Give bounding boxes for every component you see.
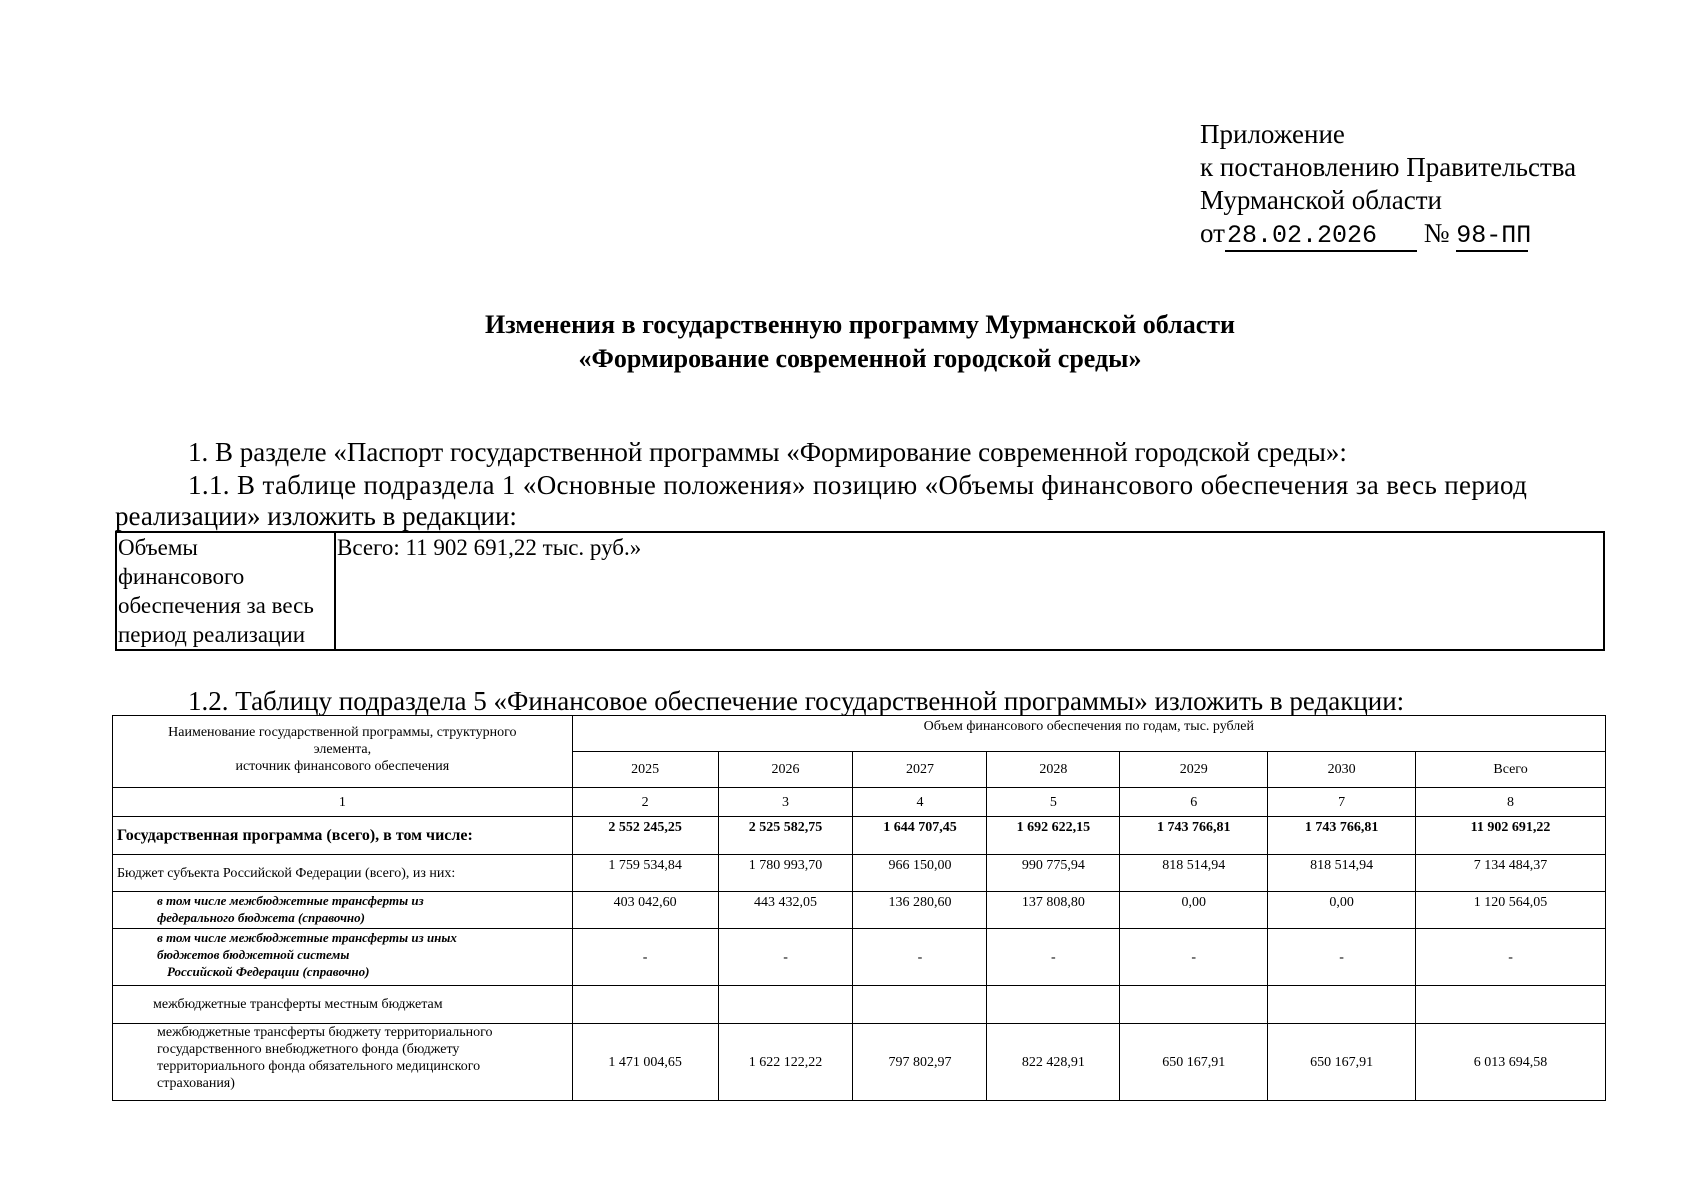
value-cell: - xyxy=(572,929,718,986)
header-name-line: Наименование государственной программы, структурного xyxy=(168,725,517,740)
value-cell: 403 042,60 xyxy=(572,892,718,929)
passport-label-line: финансового xyxy=(118,564,245,589)
value-cell xyxy=(987,986,1120,1024)
value-cell xyxy=(718,986,853,1024)
value-cell: 1 692 622,15 xyxy=(987,817,1120,855)
col-number-cell: 2 xyxy=(572,788,718,817)
value-cell: 818 514,94 xyxy=(1268,855,1416,892)
value-cell: 0,00 xyxy=(1120,892,1268,929)
value-cell: 2 525 582,75 xyxy=(718,817,853,855)
value-cell xyxy=(572,986,718,1024)
value-cell: 1 622 122,22 xyxy=(718,1024,853,1101)
table-row xyxy=(113,892,1606,929)
row-name-line: Российской Федерации (справочно) xyxy=(167,964,370,979)
row-name-line: в том числе межбюджетные трансферты из иных xyxy=(157,930,457,945)
col-number-cell: 3 xyxy=(718,788,853,817)
value-cell xyxy=(1416,986,1606,1024)
table-row xyxy=(113,855,1606,892)
table-row xyxy=(113,817,1606,855)
title-line-1: Изменения в государственную программу Мурманской области xyxy=(485,310,1235,339)
value-cell: - xyxy=(987,929,1120,986)
value-cell: 137 808,80 xyxy=(987,892,1120,929)
value-cell: 1 743 766,81 xyxy=(1268,817,1416,855)
row-name-line: территориального фонда обязательного медицинского xyxy=(157,1059,481,1074)
header-name-cell xyxy=(113,716,573,788)
col-number-cell: 5 xyxy=(987,788,1120,817)
row-name-cell xyxy=(113,892,573,929)
row-name-line: межбюджетные трансферты бюджету территориального xyxy=(157,1025,493,1040)
value-cell: 136 280,60 xyxy=(853,892,987,929)
value-cell: - xyxy=(853,929,987,986)
header-name-line: источник финансового обеспечения xyxy=(235,759,450,774)
row-name-line: государственного внебюджетного фонда (бюджету xyxy=(157,1042,460,1057)
value-cell: - xyxy=(1416,929,1606,986)
number-prefix: № xyxy=(1423,218,1450,248)
paragraph-1-1-continuation: реализации» изложить в редакции: xyxy=(115,501,517,531)
year-cell: 2025 xyxy=(572,752,718,788)
passport-label-cell xyxy=(116,532,335,650)
passport-value-cell: Всего: 11 902 691,22 тыс. руб.» xyxy=(335,532,1604,650)
header-name-line: элемента, xyxy=(313,742,372,757)
value-cell: - xyxy=(1268,929,1416,986)
column-number-row xyxy=(113,788,1606,817)
value-cell: 818 514,94 xyxy=(1120,855,1268,892)
table-row xyxy=(113,986,1606,1024)
col-number-cell: 1 xyxy=(113,788,573,817)
value-cell: 797 802,97 xyxy=(853,1024,987,1101)
year-cell: 2026 xyxy=(718,752,853,788)
value-cell: 2 552 245,25 xyxy=(572,817,718,855)
year-cell: 2029 xyxy=(1120,752,1268,788)
value-cell: 1 743 766,81 xyxy=(1120,817,1268,855)
value-cell: 650 167,91 xyxy=(1120,1024,1268,1101)
table-row xyxy=(113,1024,1606,1101)
col-number-cell: 8 xyxy=(1416,788,1606,817)
value-cell: 650 167,91 xyxy=(1268,1024,1416,1101)
resolution-number: 98-ПП xyxy=(1456,221,1532,250)
row-name-line: в том числе межбюджетные трансферты из xyxy=(157,893,424,908)
value-cell: - xyxy=(1120,929,1268,986)
row-name-cell xyxy=(113,929,573,986)
finance-table xyxy=(112,715,1606,1101)
year-cell: 2027 xyxy=(853,752,987,788)
value-cell: 6 013 694,58 xyxy=(1416,1024,1606,1101)
paragraph-1: 1. В разделе «Паспорт государственной программы «Формирование современной городской среды»: xyxy=(188,437,1347,467)
value-cell: 443 432,05 xyxy=(718,892,853,929)
passport-label-line: период реализации xyxy=(118,622,306,647)
row-name-line: страхования) xyxy=(157,1076,235,1091)
value-cell: 1 120 564,05 xyxy=(1416,892,1606,929)
row-name-cell: межбюджетные трансферты местным бюджетам xyxy=(113,986,573,1024)
year-cell: 2028 xyxy=(987,752,1120,788)
col-number-cell: 7 xyxy=(1268,788,1416,817)
col-number-cell: 6 xyxy=(1120,788,1268,817)
row-name-line: бюджетов бюджетной системы xyxy=(157,947,350,962)
row-name-line: федерального бюджета (справочно) xyxy=(157,910,365,925)
value-cell xyxy=(1120,986,1268,1024)
date-prefix: от xyxy=(1200,218,1225,248)
value-cell: 1 780 993,70 xyxy=(718,855,853,892)
passport-label-line: обеспечения за весь xyxy=(118,593,314,618)
value-cell: - xyxy=(718,929,853,986)
appendix-resolution-line: к постановлению Правительства xyxy=(1200,152,1577,182)
value-cell: 0,00 xyxy=(1268,892,1416,929)
title-line-2: «Формирование современной городской среды» xyxy=(578,344,1142,373)
resolution-date: 28.02.2026 xyxy=(1225,222,1417,252)
appendix-block xyxy=(1200,118,1576,252)
value-cell: 966 150,00 xyxy=(853,855,987,892)
appendix-title: Приложение xyxy=(1200,119,1345,149)
col-number-cell: 4 xyxy=(853,788,987,817)
value-cell: 1 759 534,84 xyxy=(572,855,718,892)
row-name-cell: Бюджет субъекта Российской Федерации (всего), из них: xyxy=(113,855,573,892)
appendix-date-line xyxy=(1200,217,1576,252)
year-cell: Всего xyxy=(1416,752,1606,788)
value-cell: 822 428,91 xyxy=(987,1024,1120,1101)
appendix-region-line: Мурманской области xyxy=(1200,185,1442,215)
table-header-row xyxy=(113,716,1606,752)
passport-label-line: Объемы xyxy=(118,535,198,560)
value-cell xyxy=(853,986,987,1024)
value-cell: 7 134 484,37 xyxy=(1416,855,1606,892)
table-row xyxy=(113,929,1606,986)
value-cell: 1 644 707,45 xyxy=(853,817,987,855)
table-row xyxy=(116,532,1604,650)
header-volume-cell: Объем финансового обеспечения по годам, тыс. рублей xyxy=(572,716,1605,752)
value-cell: 11 902 691,22 xyxy=(1416,817,1606,855)
value-cell: 990 775,94 xyxy=(987,855,1120,892)
paragraph-1-1: 1.1. В таблице подраздела 1 «Основные положения» позицию «Объемы финансового обеспечения за весь период xyxy=(188,470,1528,500)
row-name-cell: Государственная программа (всего), в том числе: xyxy=(113,817,573,855)
paragraph-1-2: 1.2. Таблицу подраздела 5 «Финансовое обеспечение государственной программы» изложить в редакции: xyxy=(188,686,1405,716)
row-name-cell xyxy=(113,1024,573,1101)
passport-table xyxy=(115,531,1605,651)
document-title xyxy=(0,308,1700,376)
year-cell: 2030 xyxy=(1268,752,1416,788)
value-cell xyxy=(1268,986,1416,1024)
value-cell: 1 471 004,65 xyxy=(572,1024,718,1101)
